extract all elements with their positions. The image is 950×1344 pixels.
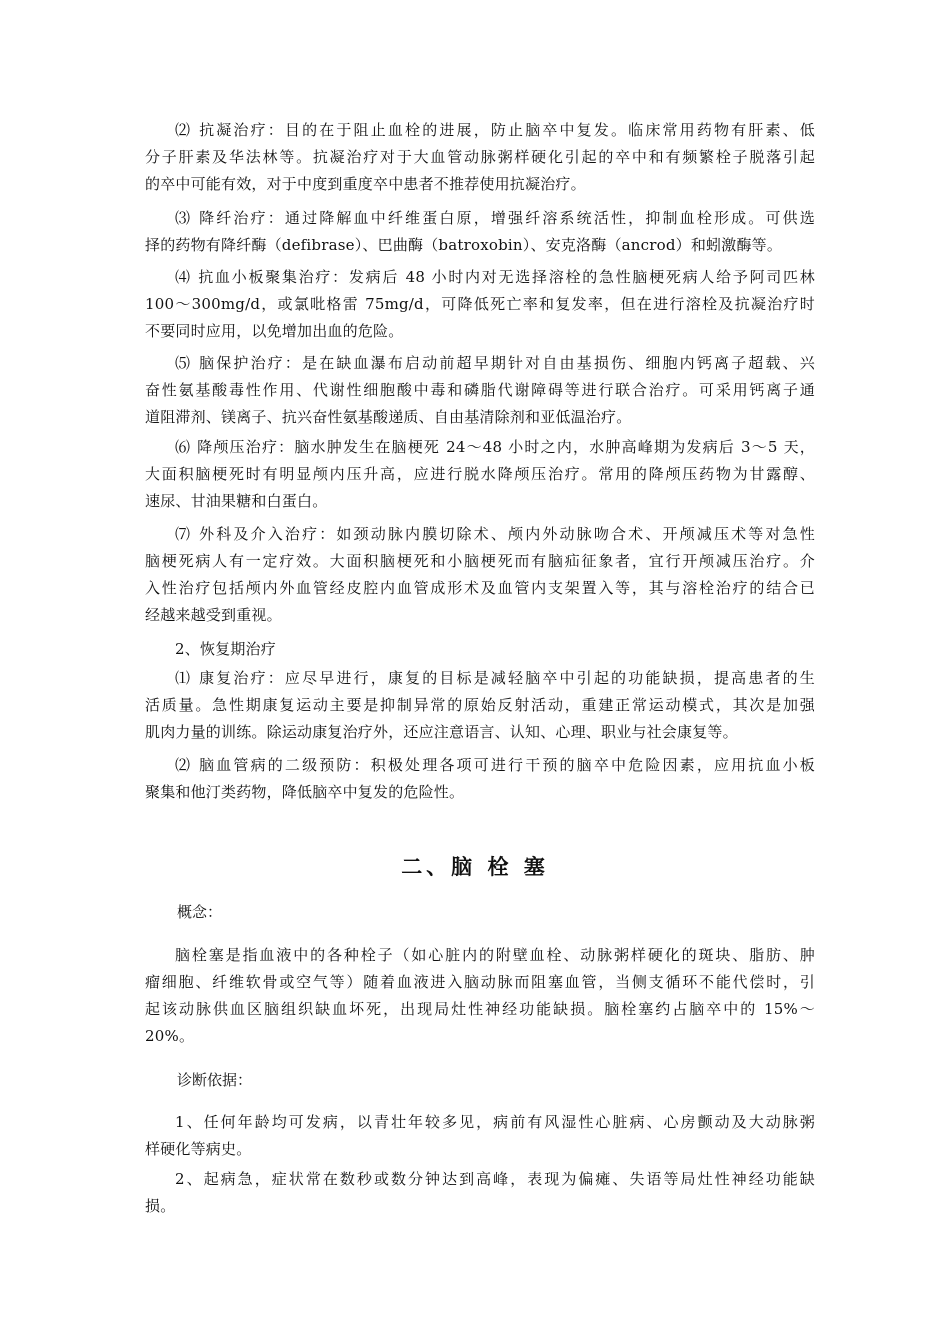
paragraph-intracranial-pressure [145,434,815,515]
text-line: 20%。 [145,1027,195,1045]
paragraph-rehabilitation [145,665,815,746]
paragraph-surgical-intervention [145,521,815,629]
text-line: 速尿、甘油果糖和白蛋白。 [145,492,328,510]
text-line: 择的药物有降纤酶（defibrase）、巴曲酶（batroxobin）、安克洛酶（ancrod）和蚓激酶等。 [145,236,783,254]
text-line: ⑵ 脑血管病的二级预防：积极处理各项可进行干预的脑卒中危险因素，应用抗血小板 [175,756,815,774]
text-line: ⑴ 康复治疗：应尽早进行，康复的目标是减轻脑卒中引起的功能缺损，提高患者的生 [175,669,815,687]
text-line: 2、起病急，症状常在数秒或数分钟达到高峰，表现为偏瘫、失语等局灶性神经功能缺 [175,1170,815,1188]
text-line: 肌肉力量的训练。除运动康复治疗外，还应注意语言、认知、心理、职业与社会康复等。 [145,723,738,741]
text-line: ⑶ 降纤治疗：通过降解血中纤维蛋白原，增强纤溶系统活性，抑制血栓形成。可供选 [175,209,815,227]
section-heading: 二、脑 栓 塞 [401,855,549,879]
text-line: 样硬化等病史。 [145,1140,252,1158]
text-line: ⑷ 抗血小板聚集治疗：发病后 48 小时内对无选择溶栓的急性脑梗死病人给予阿司匹林 [175,268,815,286]
diagnosis-label: 诊断依据： [177,1071,253,1089]
paragraph-defibrination [145,205,815,259]
text-line: 损。 [145,1197,176,1215]
text-line: 奋性氨基酸毒性作用、代谢性细胞酸中毒和磷脂代谢障碍等进行联合治疗。可采用钙离子通 [145,381,815,399]
text-line: 道阻滞剂、镁离子、抗兴奋性氨基酸递质、自由基清除剂和亚低温治疗。 [145,408,632,426]
text-line: ⑹ 降颅压治疗：脑水肿发生在脑梗死 24～48 小时之内，水肿高峰期为发病后 3～5 天， [175,438,815,456]
text-line: 起该动脉供血区脑组织缺血坏死，出现局灶性神经功能缺损。脑栓塞约占脑卒中的 15%～ [145,1000,815,1018]
text-line: ⑵ 抗凝治疗：目的在于阻止血栓的进展，防止脑卒中复发。临床常用药物有肝素、低 [175,121,815,139]
paragraph-secondary-prevention [145,752,815,806]
text-line: 100～300mg/d，或氯吡格雷 75mg/d，可降低死亡率和复发率，但在进行溶栓及抗凝治疗时 [145,295,815,313]
text-line: ⑸ 脑保护治疗：是在缺血瀑布启动前超早期针对自由基损伤、细胞内钙离子超载、兴 [175,354,815,372]
text-line: 的卒中可能有效，对于中度到重度卒中患者不推荐使用抗凝治疗。 [145,175,586,193]
text-line: 2、恢复期治疗 [175,640,276,658]
diagnosis-item [145,1109,815,1163]
text-line: 活质量。急性期康复运动主要是抑制异常的原始反射活动，重建正常运动模式，其次是加强 [145,696,815,714]
text-line: 经越来越受到重视。 [145,606,282,624]
paragraph-concept [145,942,815,1050]
text-line: 脑栓塞是指血液中的各种栓子（如心脏内的附壁血栓、动脉粥样硬化的斑块、脂肪、肿 [175,946,815,964]
text-line: 大面积脑梗死时有明显颅内压升高，应进行脱水降颅压治疗。常用的降颅压药物为甘露醇、 [145,465,815,483]
text-line: 分子肝素及华法林等。抗凝治疗对于大血管动脉粥样硬化引起的卒中和有频繁栓子脱落引起 [145,148,815,166]
text-line: 脑梗死病人有一定疗效。大面积脑梗死和小脑梗死而有脑疝征象者，宜行开颅减压治疗。介 [145,552,815,570]
concept-label: 概念： [177,903,223,921]
paragraph-antiplatelet [145,264,815,345]
diagnosis-item [145,1166,815,1220]
text-line: 不要同时应用，以免增加出血的危险。 [145,322,404,340]
text-line: 瘤细胞、纤维软骨或空气等）随着血液进入脑动脉而阻塞血管，当侧支循环不能代偿时，引 [145,973,815,991]
text-line: 入性治疗包括颅内外血管经皮腔内血管成形术及血管内支架置入等，其与溶栓治疗的结合已 [145,579,815,597]
text-line: ⑺ 外科及介入治疗：如颈动脉内膜切除术、颅内外动脉吻合术、开颅减压术等对急性 [175,525,815,543]
paragraph-neuroprotection [145,350,815,431]
paragraph-anticoagulation [145,117,815,198]
subheading-recovery-phase [145,636,815,663]
text-line: 1、任何年龄均可发病，以青壮年较多见，病前有风湿性心脏病、心房颤动及大动脉粥 [175,1113,815,1131]
text-line: 聚集和他汀类药物，降低脑卒中复发的危险性。 [145,783,465,801]
